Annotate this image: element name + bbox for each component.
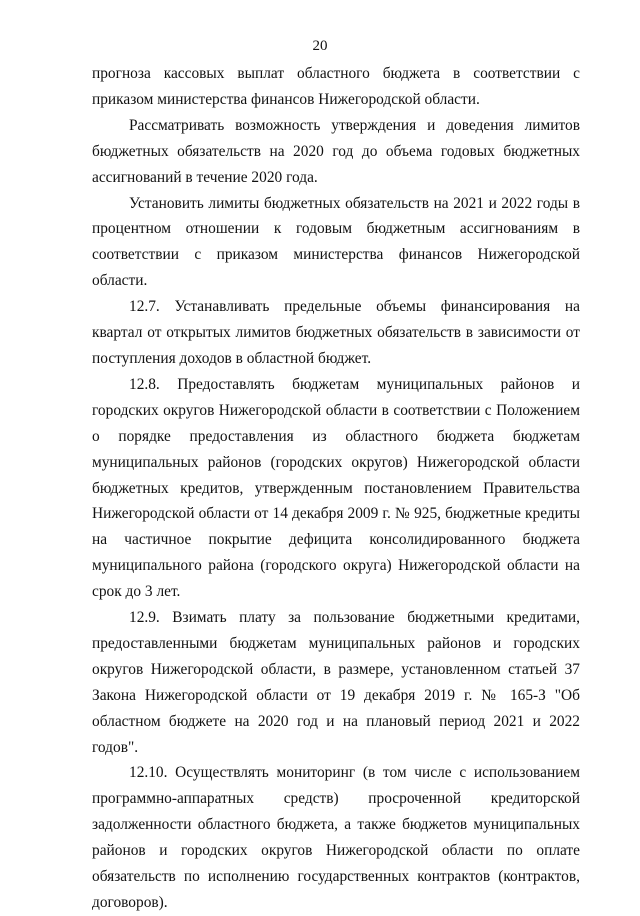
- paragraph-limits-2021-2022: Установить лимиты бюджетных обязательств на 2021 и 2022 годы в процентном отношении к годовым бюджетным ассигнованиям в соответствии с приказом министерства финансов Нижегородской области.: [92, 194, 580, 290]
- paragraph-12-10: 12.10. Осуществлять мониторинг (в том числе с использованием программно-аппаратных средств) просроченной кредиторской задолженности областного бюджета, а также бюджетов муниципальных районов и городских округов Нижегородской области по оплате обязательств по исполнению государственных контрактов (контрактов, договоров).: [92, 764, 580, 911]
- paragraph-12-9: 12.9. Взимать плату за пользование бюджетными кредитами, предоставленными бюджетам муниципальных районов и городских округов Нижегородской области, в размере, установленном статьей 37 Закона Нижегородской области от 19 декабря 2019 г. № 165-З "Об областном бюджете на 2020 год и на плановый период 2021 и 2022 годов".: [92, 609, 580, 756]
- paragraph-12-8: 12.8. Предоставлять бюджетам муниципальных районов и городских округов Нижегородской области в соответствии с Положением о порядке предоставления из областного бюджета бюджетам муниципальных районов (городских округов) Нижегородской области бюджетных кредитов, утвержденным постановлением Правительства Нижегородской области от 14 декабря 2009 г. № 925, бюджетные кредиты на частичное покрытие дефицита консолидированного бюджета муниципального района (городского округа) Нижегородской области на срок до 3 лет.: [92, 375, 580, 601]
- paragraph-limits-2020: Рассматривать возможность утверждения и доведения лимитов бюджетных обязательств на 2020 год до объема годовых бюджетных ассигнований в течение 2020 года.: [92, 116, 580, 186]
- document-body: [92, 61, 580, 916]
- paragraph-continuation: прогноза кассовых выплат областного бюджета в соответствии с приказом министерства финансов Нижегородской области.: [92, 65, 580, 108]
- paragraph-12-7: 12.7. Устанавливать предельные объемы финансирования на квартал от открытых лимитов бюджетных обязательств в зависимости от поступления доходов в областной бюджет.: [92, 298, 580, 367]
- page-number: 20: [312, 38, 328, 54]
